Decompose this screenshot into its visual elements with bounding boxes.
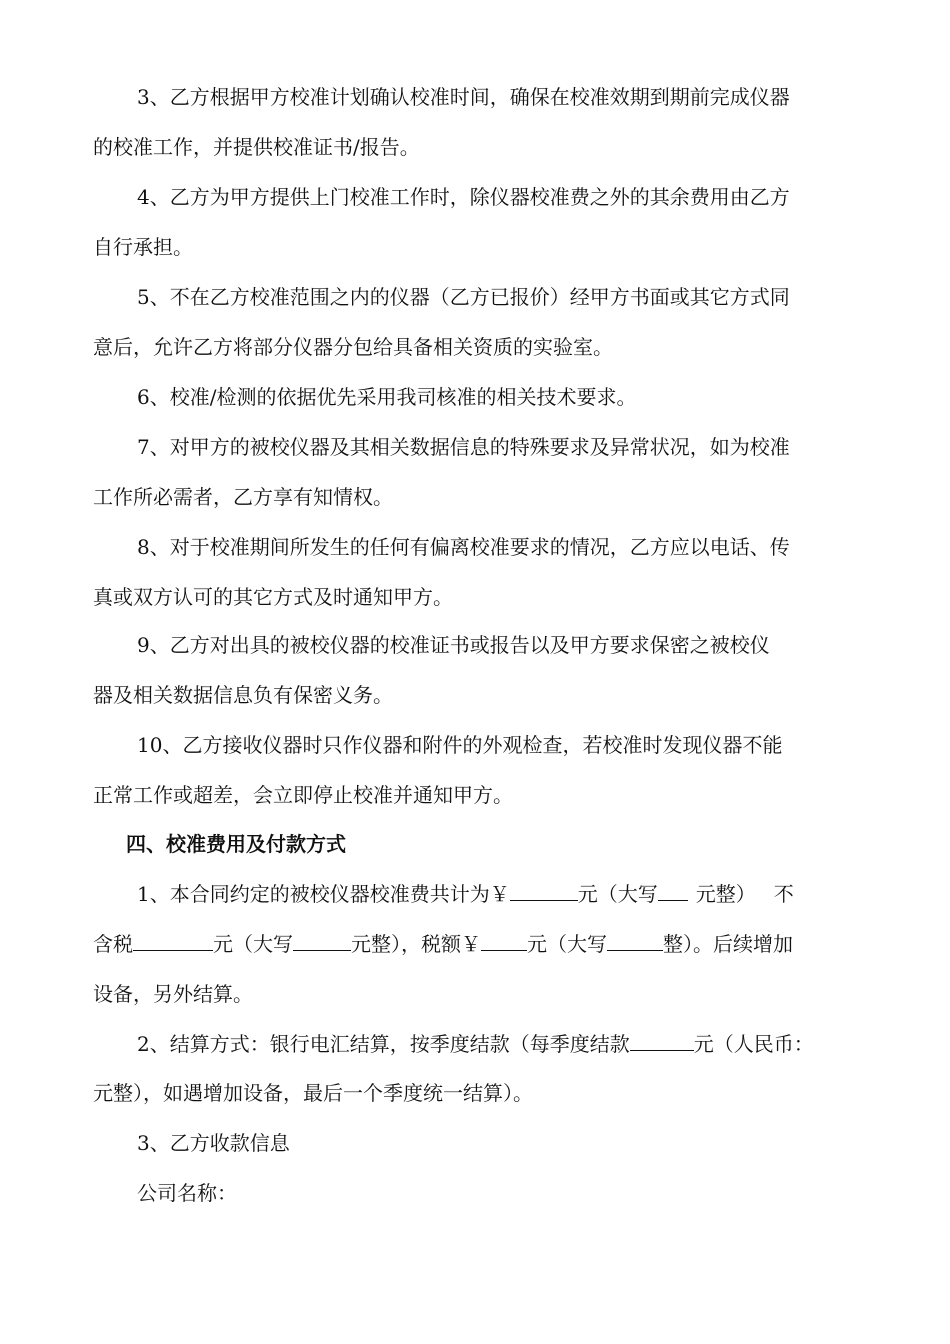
- total-capital-label: 元（大写: [577, 882, 658, 906]
- tax-capital-blank: [607, 930, 663, 951]
- total-yuan-label: 元整）: [695, 882, 756, 906]
- section-4-heading: 四、校准费用及付款方式: [126, 832, 346, 856]
- clause-4-line-1: 4、乙方为甲方提供上门校准工作时，除仪器校准费之外的其余费用由乙方: [137, 185, 790, 209]
- tax-excluded-label: 含税: [93, 932, 133, 956]
- clause-7-line-1: 7、对甲方的被校仪器及其相关数据信息的特殊要求及异常状况，如为校准: [137, 435, 790, 459]
- clause-9-line-2: 器及相关数据信息负有保密义务。: [93, 683, 393, 707]
- tax-yuan-label: 整）。后续增加: [663, 932, 793, 956]
- tax-excluded-prefix: 不: [773, 882, 794, 906]
- tax-excluded-amount-blank: [133, 930, 213, 951]
- payment-line-2: [93, 930, 793, 958]
- tax-capital-label: 元（大写: [527, 932, 607, 956]
- clause-4-line-2: 自行承担。: [93, 235, 193, 259]
- payment-line-3: 设备，另外结算。: [93, 982, 253, 1006]
- quarterly-amount-blank: [630, 1030, 694, 1051]
- payee-info-heading: 3、乙方收款信息: [137, 1131, 290, 1155]
- tax-amount-label: 元整），税额￥: [351, 932, 481, 956]
- settlement-line-1: [137, 1030, 814, 1058]
- clause-8-line-1: 8、对于校准期间所发生的任何有偏离校准要求的情况，乙方应以电话、传: [137, 535, 790, 559]
- payment-line-1: [137, 880, 794, 908]
- clause-7-line-2: 工作所必需者，乙方享有知情权。: [93, 485, 393, 509]
- clause-5-line-1: 5、不在乙方校准范围之内的仪器（乙方已报价）经甲方书面或其它方式同: [137, 285, 790, 309]
- clause-3-line-1: 3、乙方根据甲方校准计划确认校准时间，确保在校准效期到期前完成仪器: [137, 85, 790, 109]
- rmb-label: 元（人民币：: [693, 1032, 814, 1056]
- tax-amount-blank: [481, 930, 527, 951]
- clause-9-line-1: 9、乙方对出具的被校仪器的校准证书或报告以及甲方要求保密之被校仪: [137, 633, 770, 657]
- clause-10-line-2: 正常工作或超差，会立即停止校准并通知甲方。: [93, 783, 513, 807]
- tax-excluded-capital-label: 元（大写: [213, 932, 293, 956]
- settlement-line-2: 元整），如遇增加设备，最后一个季度统一结算）。: [93, 1081, 533, 1105]
- clause-3-line-2: 的校准工作，并提供校准证书/报告。: [93, 135, 420, 159]
- settlement-label: 2、结算方式：银行电汇结算，按季度结款（每季度结款: [137, 1032, 630, 1056]
- tax-excluded-capital-blank: [293, 930, 351, 951]
- total-amount-blank: [510, 880, 578, 901]
- payment-total-label: 1、本合同约定的被校仪器校准费共计为￥: [137, 882, 510, 906]
- clause-8-line-2: 真或双方认可的其它方式及时通知甲方。: [93, 585, 453, 609]
- company-name-label: 公司名称：: [137, 1181, 237, 1205]
- clause-5-line-2: 意后，允许乙方将部分仪器分包给具备相关资质的实验室。: [93, 335, 613, 359]
- clause-10-line-1: 10、乙方接收仪器时只作仪器和附件的外观检查，若校准时发现仪器不能: [137, 733, 783, 757]
- total-capital-blank: [658, 880, 688, 901]
- clause-6-line-1: 6、校准/检测的依据优先采用我司核准的相关技术要求。: [137, 385, 637, 409]
